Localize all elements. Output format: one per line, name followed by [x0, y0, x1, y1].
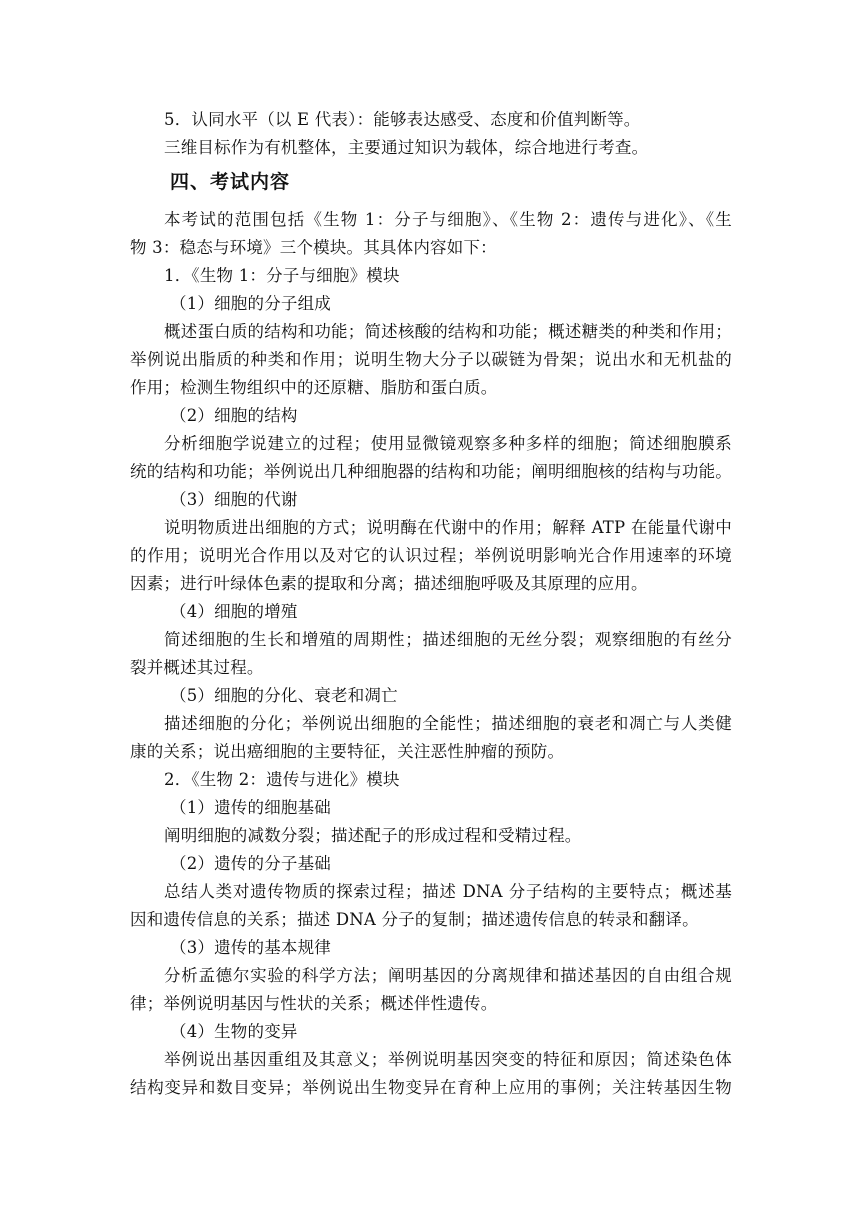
text-line: 三维目标作为有机整体，主要通过知识为载体，综合地进行考查。 — [164, 138, 649, 157]
text-line: 阐明细胞的减数分裂；描述配子的形成过程和受精过程。 — [164, 826, 582, 845]
subsection-title: （2）遗传的分子基础 — [170, 854, 331, 873]
subsection-title: （1）遗传的细胞基础 — [170, 798, 331, 817]
text-line: 因和遗传信息的关系；描述 DNA 分子的复制；描述遗传信息的转录和翻译。 — [130, 910, 699, 929]
text-line: 描述细胞的分化；举例说出细胞的全能性；描述细胞的衰老和凋亡与人类健 — [164, 714, 732, 733]
document-page — [130, 106, 732, 1102]
text-line: 分析孟德尔实验的科学方法；阐明基因的分离规律和描述基因的自由组合规 — [164, 966, 732, 985]
text-line: 结构变异和数目变异；举例说出生物变异在育种上应用的事例；关注转基因生物 — [130, 1078, 732, 1097]
text-line: 举例说出基因重组及其意义；举例说明基因突变的特征和原因；简述染色体 — [164, 1050, 732, 1069]
text-line: 裂并概述其过程。 — [130, 658, 264, 677]
text-line: 统的结构和功能；举例说出几种细胞器的结构和功能；阐明细胞核的结构与功能。 — [130, 462, 732, 481]
subsection-title: （4）生物的变异 — [170, 1022, 298, 1041]
text-line: 的作用；说明光合作用以及对它的认识过程；举例说明影响光合作用速率的环境 — [130, 546, 732, 565]
text-line: 分析细胞学说建立的过程；使用显微镜观察多种多样的细胞；简述细胞膜系 — [164, 434, 732, 453]
section-heading: 四、考试内容 — [170, 171, 291, 193]
subsection-title: （3）细胞的代谢 — [170, 490, 298, 509]
text-line: 1．《生物 1：分子与细胞》模块 — [164, 266, 400, 285]
subsection-title: （1）细胞的分子组成 — [170, 294, 331, 313]
text-line: 作用；检测生物组织中的还原糖、脂肪和蛋白质。 — [130, 378, 498, 397]
subsection-title: （4）细胞的增殖 — [170, 602, 298, 621]
text-line: 2．《生物 2：遗传与进化》模块 — [164, 770, 400, 789]
subsection-title: （5）细胞的分化、衰老和凋亡 — [170, 686, 398, 705]
text-line: 说明物质进出细胞的方式；说明酶在代谢中的作用；解释 ATP 在能量代谢中 — [164, 518, 732, 537]
text-line: 康的关系；说出癌细胞的主要特征，关注恶性肿瘤的预防。 — [130, 742, 565, 761]
text-line: 5．认同水平（以 E 代表）：能够表达感受、态度和价值判断等。 — [164, 110, 641, 129]
text-line: 总结人类对遗传物质的探索过程；描述 DNA 分子结构的主要特点；概述基 — [164, 882, 732, 901]
text-line: 物 3：稳态与环境》三个模块。其具体内容如下： — [130, 238, 497, 257]
subsection-title: （3）遗传的基本规律 — [170, 938, 331, 957]
text-line: 概述蛋白质的结构和功能；简述核酸的结构和功能；概述糖类的种类和作用； — [164, 322, 732, 341]
text-line: 本考试的范围包括《生物 1：分子与细胞》、《生物 2：遗传与进化》、《生 — [164, 210, 732, 229]
subsection-title: （2）细胞的结构 — [170, 406, 298, 425]
text-line: 因素；进行叶绿体色素的提取和分离；描述细胞呼吸及其原理的应用。 — [130, 574, 648, 593]
text-line: 举例说出脂质的种类和作用；说明生物大分子以碳链为骨架；说出水和无机盐的 — [130, 350, 732, 369]
text-line: 律；举例说明基因与性状的关系；概述伴性遗传。 — [130, 994, 498, 1013]
text-line: 简述细胞的生长和增殖的周期性；描述细胞的无丝分裂；观察细胞的有丝分 — [164, 630, 732, 649]
